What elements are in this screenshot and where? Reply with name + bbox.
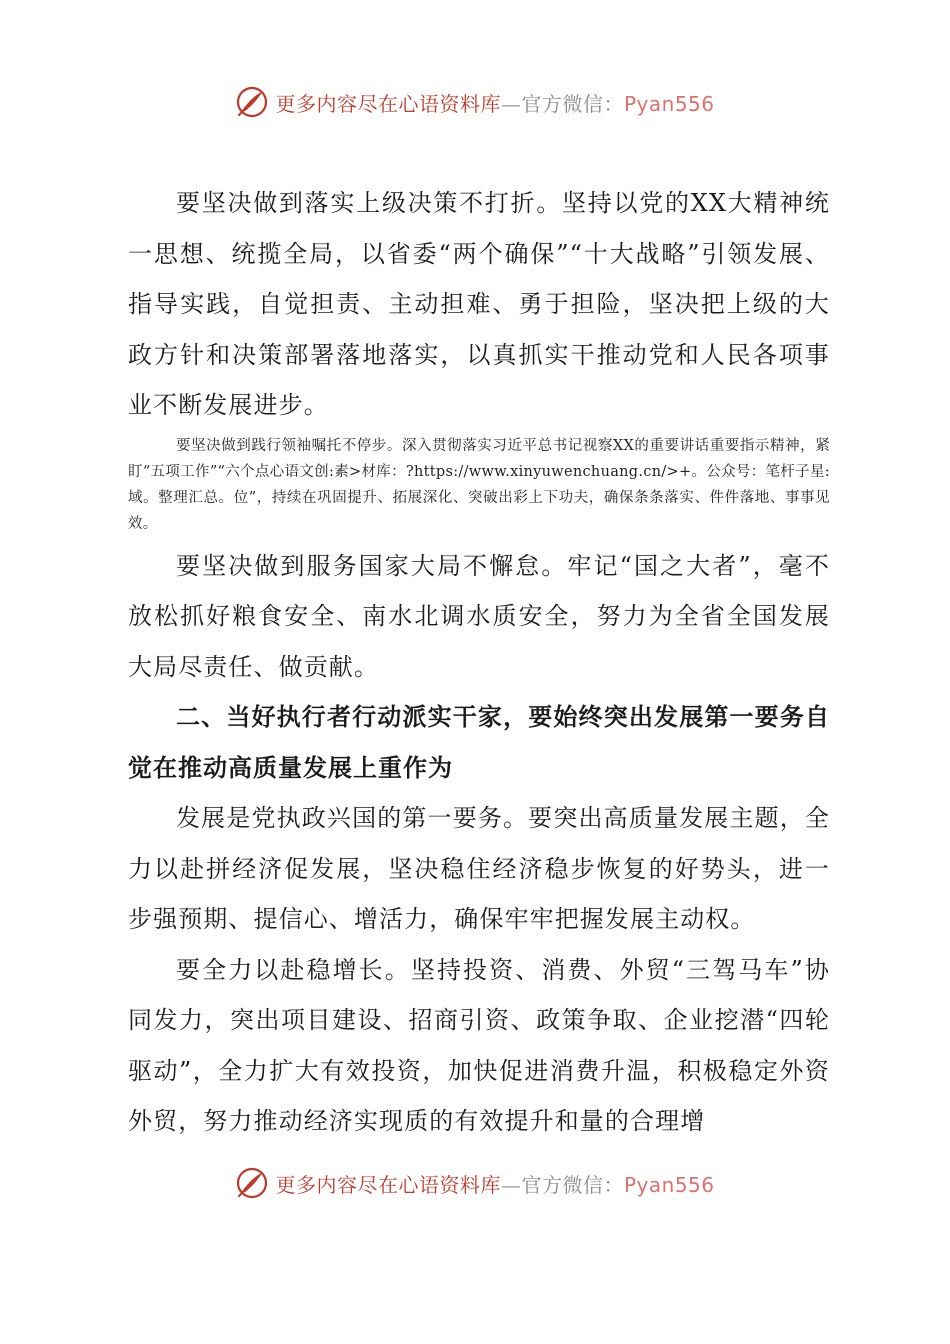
watermark-account: Pyan556 <box>623 91 715 116</box>
paragraph-decision: 要坚决做到落实上级决策不打折。坚持以党的XX大精神统一思想、统揽全局，以省委“两个确保”“十大战略”引领发展、指导实践，自觉担责、主动担难、勇于担险，坚决把上级的大政方针和决策部署落地落实，以真抓实干推动党和人民各项事业不断发展进步。 <box>128 189 830 419</box>
paragraph-development: 发展是党执政兴国的第一要务。要突出高质量发展主题，全力以赴拼经济促发展，坚决稳住经济稳步恢复的好势头，进一步强预期、提信心、增活力，确保牢牢把握发展主动权。 <box>128 804 830 933</box>
watermark-wechat-label: 官方微信： <box>521 91 624 116</box>
footer-watermark <box>0 1163 950 1203</box>
watermark-site: 更多内容尽在心语资料库 <box>275 91 501 116</box>
watermark-separator: — <box>500 91 522 116</box>
quill-logo-icon <box>235 85 269 119</box>
watermark-site: 更多内容尽在心语资料库 <box>275 1172 501 1197</box>
watermark-wechat-label: 官方微信： <box>521 1172 624 1197</box>
watermark-account: Pyan556 <box>623 1172 715 1197</box>
watermark-separator: — <box>500 1172 522 1197</box>
paragraph-entrustment: 要坚决做到践行领袖嘱托不停步。深入贯彻落实习近平总书记视察XX的重要讲话重要指示精神，紧盯“五项工作”“六个点心语文创:素>材库：?https://www.xinyuwenchuang.cn/>+。公众号：笔杆子星:域。整理汇总。位”，持续在巩固提升、拓展深化、突破出彩上下功夫，确保条条落实、件件落地、事事见效。 <box>128 437 830 532</box>
section-heading: 二、当好执行者行动派实干家，要始终突出发展第一要务自觉在推动高质量发展上重作为 <box>128 703 830 782</box>
header-watermark <box>0 82 950 122</box>
watermark-text <box>275 88 714 117</box>
paragraph-national-overall: 要坚决做到服务国家大局不懈怠。牢记“国之大者”，毫不放松抓好粮食安全、南水北调水质安全，努力为全省全国发展大局尽责任、做贡献。 <box>128 551 830 681</box>
document-body <box>128 178 830 1147</box>
paragraph-stabilize-growth: 要全力以赴稳增长。坚持投资、消费、外贸“三驾马车”协同发力，突出项目建设、招商引资、政策争取、企业挖潜“四轮驱动”，全力扩大有效投资，加快促进消费升温，积极稳定外资外贸，努力推动经济实现质的有效提升和量的合理增 <box>128 955 830 1135</box>
quill-logo-icon <box>235 1166 269 1200</box>
watermark-text <box>275 1169 714 1198</box>
